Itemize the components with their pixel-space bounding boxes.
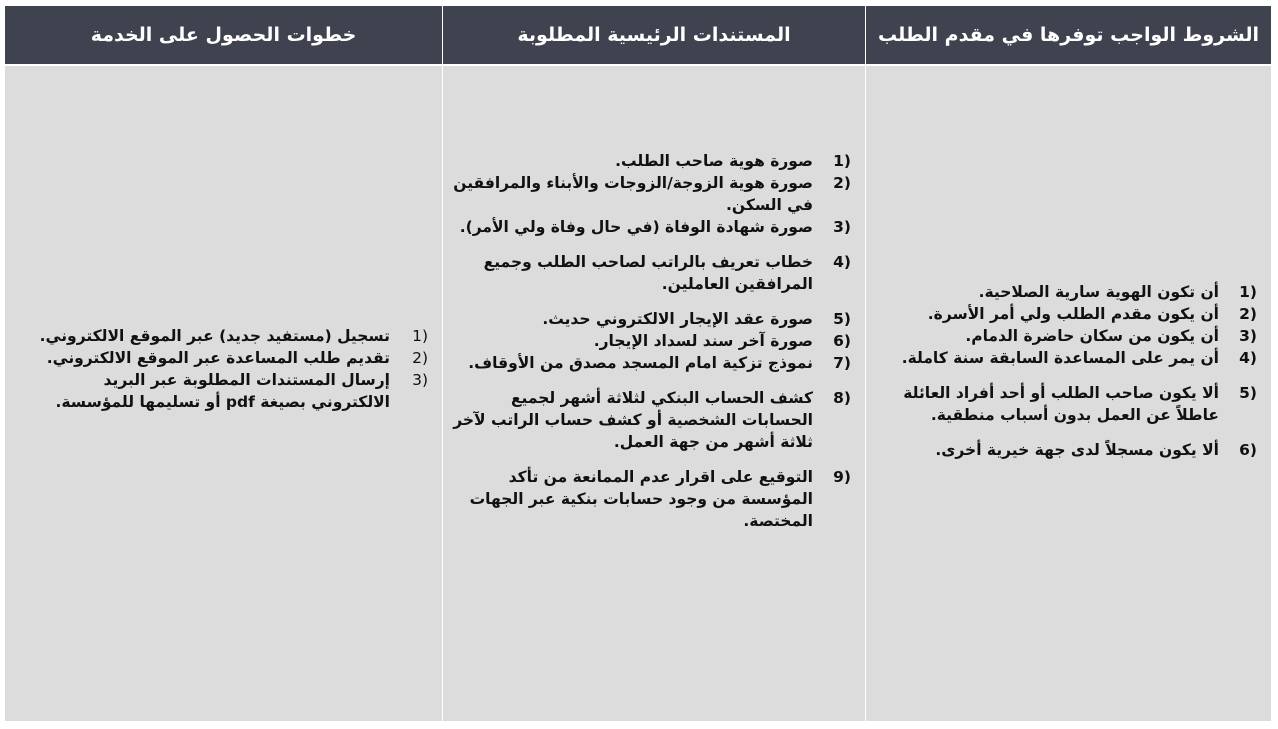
item-text: نموذج تزكية امام المسجد مصدق من الأوقاف. (468, 354, 813, 372)
item-text: صورة شهادة الوفاة (في حال وفاة ولي الأمر). (459, 218, 813, 236)
item-number: 1) (1239, 283, 1257, 301)
item-number: 3) (412, 371, 428, 389)
item-number: 3) (1239, 327, 1257, 345)
list-item (28, 369, 428, 413)
item-text: صورة هوية الزوجة/الزوجات والأبناء والمرافقين في السكن. (453, 174, 813, 214)
steps-list (28, 325, 428, 413)
item-number: 4) (833, 253, 851, 271)
list-item (451, 172, 851, 216)
list-item (887, 303, 1257, 325)
list-item (451, 150, 851, 172)
item-text: صورة عقد الإيجار الالكتروني حديث. (542, 310, 813, 328)
header-conditions: الشروط الواجب توفرها في مقدم الطلب (866, 6, 1271, 64)
item-text: خطاب تعريف بالراتب لصاحب الطلب وجميع المرافقين العاملين. (483, 253, 813, 293)
item-number: 8) (833, 389, 851, 407)
list-item (451, 308, 851, 330)
documents-list (451, 150, 851, 532)
item-text: ألا يكون صاحب الطلب أو أحد أفراد العائلة عاطلاً عن العمل بدون أسباب منطقية. (903, 384, 1219, 424)
list-item (451, 251, 851, 295)
item-text: إرسال المستندات المطلوبة عبر البريد الالكتروني بصيغة pdf أو تسليمها للمؤسسة. (55, 371, 390, 411)
item-text: ألا يكون مسجلاً لدى جهة خيرية أخرى. (935, 441, 1219, 459)
list-item (451, 330, 851, 352)
list-item (451, 216, 851, 238)
item-number: 4) (1239, 349, 1257, 367)
item-number: 7) (833, 354, 851, 372)
item-number: 2) (833, 174, 851, 192)
requirements-table (5, 6, 1271, 721)
item-number: 1) (833, 152, 851, 170)
item-text: تقديم طلب المساعدة عبر الموقع الالكتروني. (46, 349, 390, 367)
steps-cell (5, 66, 442, 721)
list-item (28, 325, 428, 347)
item-number: 1) (412, 327, 428, 345)
list-item (451, 387, 851, 453)
item-number: 2) (1239, 305, 1257, 323)
list-item (451, 466, 851, 532)
item-text: صورة آخر سند لسداد الإيجار. (593, 332, 813, 350)
list-item (28, 347, 428, 369)
item-text: كشف الحساب البنكي لثلاثة أشهر لجميع الحسابات الشخصية أو كشف حساب الراتب لآخر ثلاثة أشهر من جهة العمل. (453, 389, 813, 451)
list-item (451, 352, 851, 374)
item-number: 5) (833, 310, 851, 328)
list-item (887, 281, 1257, 303)
item-number: 9) (833, 468, 851, 486)
item-number: 5) (1239, 384, 1257, 402)
conditions-cell (866, 66, 1271, 721)
item-text: صورة هوية صاحب الطلب. (615, 152, 813, 170)
conditions-list (887, 281, 1257, 461)
item-text: تسجيل (مستفيد جديد) عبر الموقع الالكتروني. (39, 327, 390, 345)
item-text: أن يمر على المساعدة السابقة سنة كاملة. (901, 349, 1219, 367)
documents-cell (443, 66, 865, 721)
item-number: 3) (833, 218, 851, 236)
item-text: أن تكون الهوية سارية الصلاحية. (978, 283, 1219, 301)
list-item (887, 439, 1257, 461)
list-item (887, 382, 1257, 426)
list-item (887, 325, 1257, 347)
item-number: 2) (412, 349, 428, 367)
header-steps: خطوات الحصول على الخدمة (5, 6, 442, 64)
item-number: 6) (833, 332, 851, 350)
item-text: التوقيع على اقرار عدم الممانعة من تأكد المؤسسة من وجود حسابات بنكية عبر الجهات المختصة. (469, 468, 813, 530)
item-text: أن يكون مقدم الطلب ولي أمر الأسرة. (927, 305, 1219, 323)
list-item (887, 347, 1257, 369)
item-number: 6) (1239, 441, 1257, 459)
item-text: أن يكون من سكان حاضرة الدمام. (965, 327, 1219, 345)
header-documents: المستندات الرئيسية المطلوبة (443, 6, 865, 64)
